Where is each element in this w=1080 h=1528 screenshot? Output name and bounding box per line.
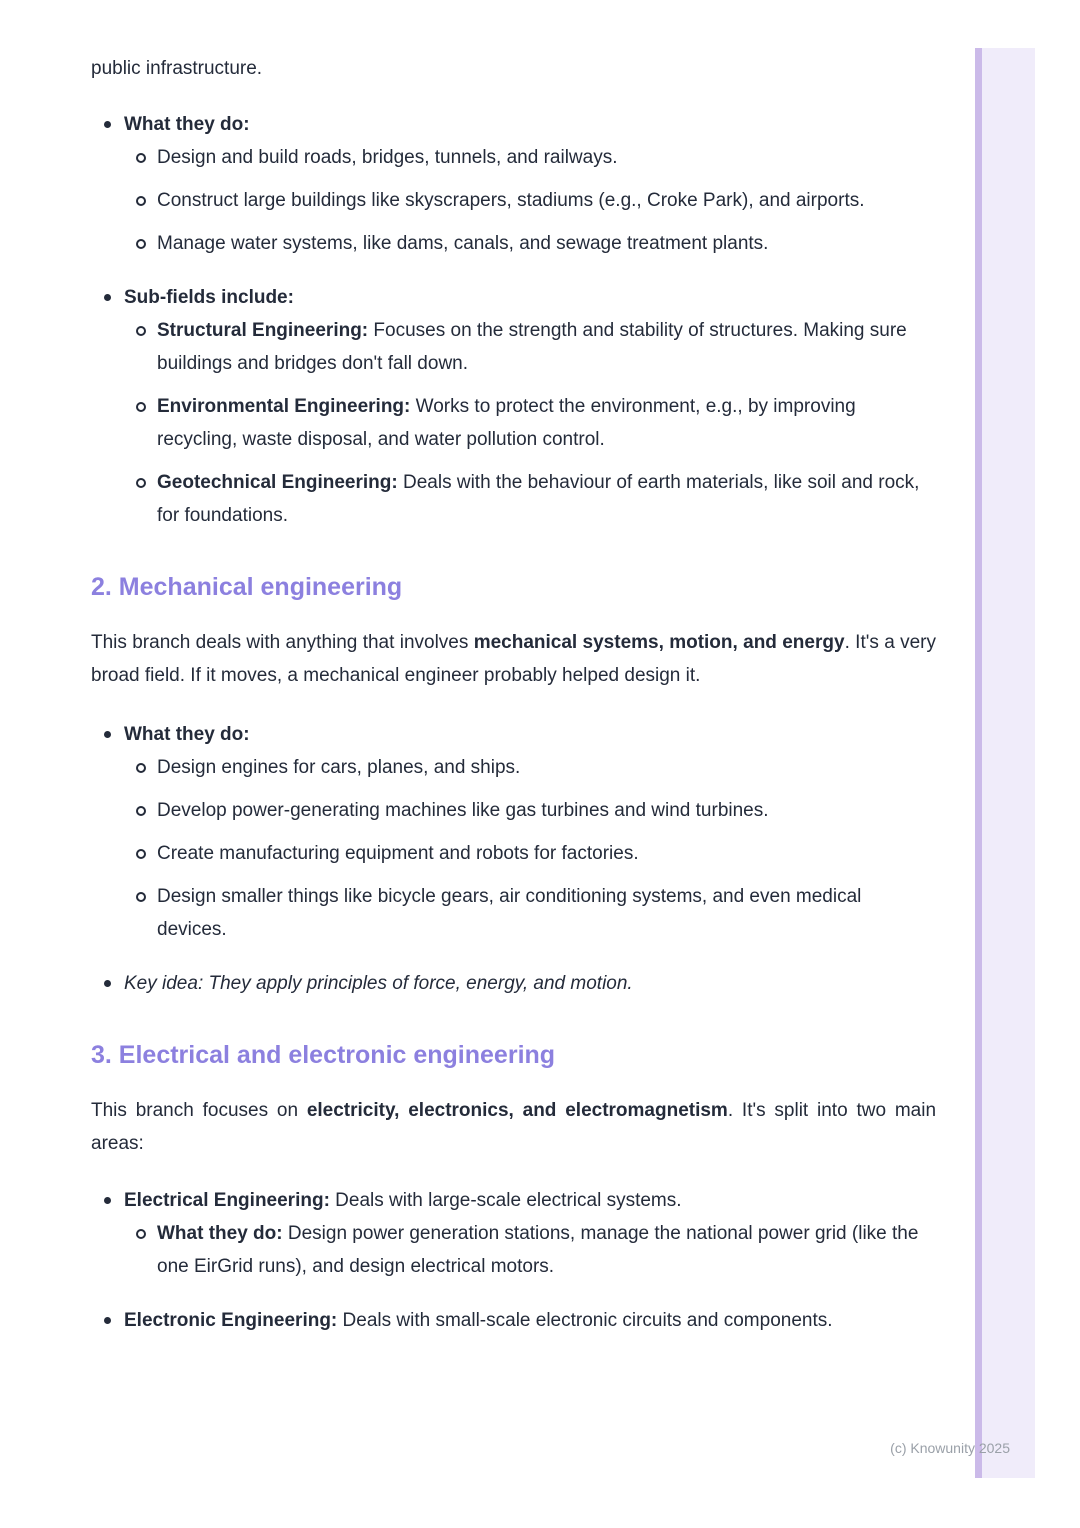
- paragraph-text: . It's a very broad field. If it moves, a mechanical engineer probably helped design it.: [91, 632, 936, 686]
- mechanical-engineering-list: [91, 718, 936, 1000]
- list-item: Create manufacturing equipment and robots for factories.: [124, 837, 936, 870]
- list-item: [124, 314, 936, 380]
- subfield-description: Works to protect the environment, e.g., by improving recycling, waste disposal, and water pollution control.: [157, 396, 856, 450]
- page-edge-decoration-bar: [975, 48, 1035, 1478]
- list-item: Develop power-generating machines like gas turbines and wind turbines.: [124, 794, 936, 827]
- subfield-name: Geotechnical Engineering:: [157, 472, 398, 493]
- list-item-what-they-do: [91, 718, 936, 946]
- list-item-key-idea: Key idea: They apply principles of force, energy, and motion.: [91, 967, 936, 1000]
- copyright-watermark: (c) Knowunity 2025: [890, 1440, 1010, 1456]
- branch-name: Electronic Engineering:: [124, 1310, 338, 1331]
- list-item: Construct large buildings like skyscrapers, stadiums (e.g., Croke Park), and airports.: [124, 184, 936, 217]
- list-item-what-they-do: [91, 108, 936, 260]
- list-item: Design and build roads, bridges, tunnels, and railways.: [124, 141, 936, 174]
- paragraph-text: This branch deals with anything that involves: [91, 632, 474, 653]
- list-item-label: What they do:: [124, 114, 250, 135]
- electrical-engineering-list: [91, 1184, 936, 1337]
- subfields-sublist: [124, 314, 936, 532]
- intro-sentence-fragment: public infrastructure.: [91, 58, 263, 79]
- subfield-description: Focuses on the strength and stability of structures. Making sure buildings and bridges don't fall down.: [157, 320, 907, 374]
- branch-name: Electrical Engineering:: [124, 1190, 330, 1211]
- paragraph-bold-text: mechanical systems, motion, and energy: [473, 632, 845, 653]
- electrical-sublist: [124, 1217, 936, 1283]
- list-item-label: Sub-fields include:: [124, 287, 294, 308]
- list-item: [124, 1217, 936, 1283]
- branch-description: Deals with small-scale electronic circuits and components.: [337, 1310, 833, 1331]
- list-item-label: What they do:: [124, 724, 250, 745]
- mechanical-intro-paragraph: [91, 626, 936, 692]
- list-item: [124, 466, 936, 532]
- paragraph-text: . It's split into two main areas:: [91, 1100, 937, 1154]
- what-they-do-sublist: [124, 751, 936, 946]
- subfield-description: Deals with the behaviour of earth materials, like soil and rock, for foundations.: [157, 472, 920, 526]
- list-item-electrical: [91, 1184, 936, 1283]
- subfield-name: Environmental Engineering:: [157, 396, 411, 417]
- list-item-text: Design power generation stations, manage the national power grid (like the one EirGrid runs), and design electrical motors.: [157, 1223, 919, 1277]
- paragraph-bold-text: electricity, electronics, and electromagnetism: [306, 1100, 728, 1121]
- subfield-name: Structural Engineering:: [157, 320, 369, 341]
- document-content: [91, 52, 936, 1337]
- section-heading-mechanical: 2. Mechanical engineering: [91, 573, 403, 601]
- list-item: [124, 390, 936, 456]
- list-item-electronic: [91, 1304, 936, 1337]
- civil-engineering-list: [91, 108, 936, 532]
- list-item: Manage water systems, like dams, canals, and sewage treatment plants.: [124, 227, 936, 260]
- list-item-label: What they do:: [157, 1223, 283, 1244]
- paragraph-text: This branch focuses on: [91, 1100, 307, 1121]
- list-item: Design engines for cars, planes, and ships.: [124, 751, 936, 784]
- list-item: Design smaller things like bicycle gears, air conditioning systems, and even medical devices.: [124, 880, 936, 946]
- list-item-subfields: [91, 281, 936, 532]
- section-heading-electrical: 3. Electrical and electronic engineering: [91, 1041, 556, 1069]
- electrical-intro-paragraph: [91, 1094, 936, 1160]
- what-they-do-sublist: [124, 141, 936, 260]
- branch-description: Deals with large-scale electrical systems.: [329, 1190, 682, 1211]
